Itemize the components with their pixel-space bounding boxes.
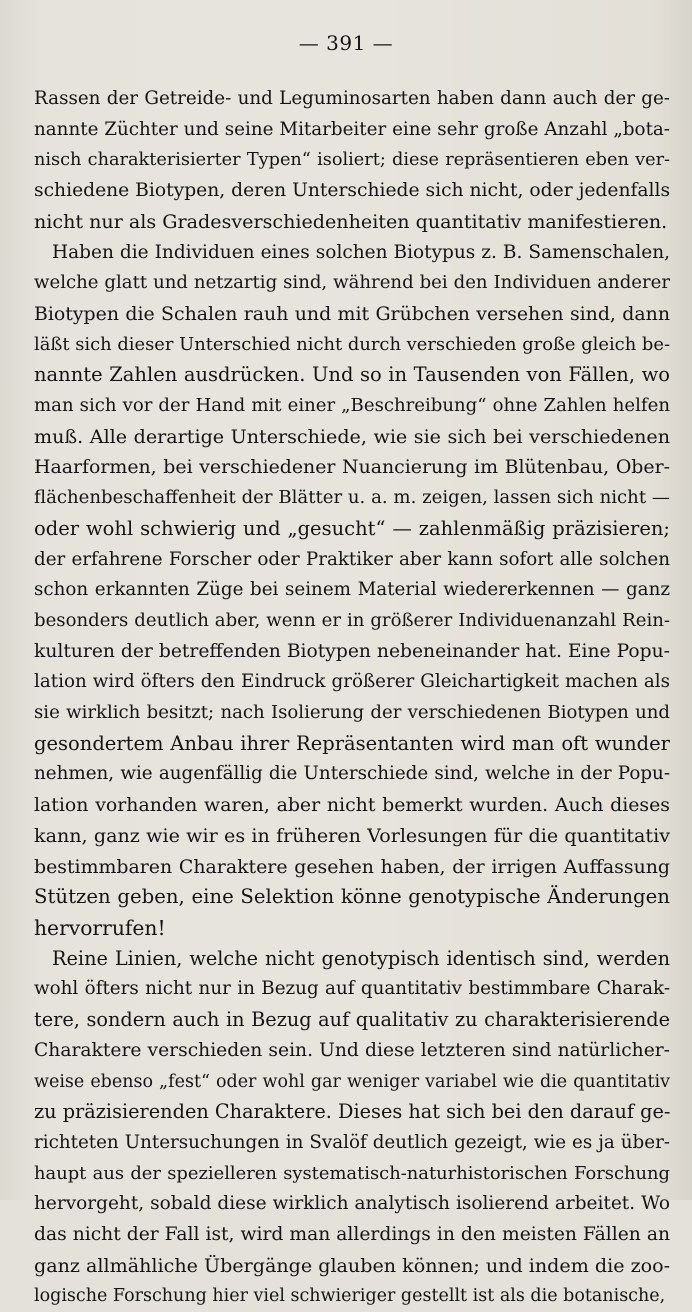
text-line: Haben die Individuen eines solchen Biotypus z. B. Samenschalen, bbox=[52, 241, 670, 263]
text-line: hervorrufen! bbox=[34, 915, 166, 940]
paragraph bbox=[34, 944, 670, 1312]
text-line: Stützen geben, eine Selektion könne genotypische Änderungen bbox=[34, 885, 670, 909]
text-line: bestimmbaren Charaktere gesehen haben, der irrigen Auffassung bbox=[34, 855, 670, 878]
text-line: schiedene Biotypen, deren Unterschiede sich nicht, oder jedenfalls bbox=[34, 180, 670, 202]
text-line: welche glatt und netzartig sind, während bei den Individuen anderer bbox=[34, 272, 670, 294]
paragraph bbox=[34, 84, 670, 238]
text-line: weise ebenso „fest“ oder wohl gar weniger variabel wie die quantitativ bbox=[34, 1071, 670, 1092]
text-line: haupt aus der spezielleren systematisch-naturhistorischen Forschung bbox=[34, 1162, 670, 1184]
text-line: sie wirklich besitzt; nach Isolierung der verschiedenen Biotypen und bbox=[34, 702, 670, 724]
text-line: tere, sondern auch in Bezug auf qualitativ zu charakterisierende bbox=[34, 1008, 670, 1032]
body-text bbox=[34, 84, 670, 1312]
text-line: Biotypen die Schalen rauh und mit Grübchen versehen sind, dann bbox=[34, 302, 670, 325]
text-line: kann, ganz wie wir es in früheren Vorlesungen für die quantitativ bbox=[34, 823, 670, 847]
text-line: besonders deutlich aber, wenn er in größerer Individuenanzahl Rein- bbox=[34, 609, 670, 631]
text-line: nehmen, wie augenfällig die Unterschiede sind, welche in der Popu- bbox=[34, 763, 670, 785]
text-line: Charaktere verschieden sein. Und diese letzteren sind natürlicher- bbox=[34, 1039, 670, 1061]
text-line: nicht nur als Gradesverschiedenheiten quantitativ manifestieren. bbox=[34, 209, 668, 233]
text-line: Haarformen, bei verschiedener Nuancierung im Blütenbau, Ober- bbox=[34, 456, 670, 479]
text-line: schon erkannten Züge bei seinem Material wiedererkennen — ganz bbox=[34, 579, 670, 601]
text-line: muß. Alle derartige Unterschiede, wie sie sich bei verschiedenen bbox=[34, 424, 670, 448]
text-line: das nicht der Fall ist, wird man allerdings in den meisten Fällen an bbox=[34, 1224, 670, 1246]
text-line: hervorgeht, sobald diese wirklich analytisch isolierend arbeitet. Wo bbox=[34, 1193, 670, 1215]
text-line: oder wohl schwierig und „gesucht“ — zahlenmäßig präzisieren; bbox=[34, 516, 670, 540]
text-line: lation vorhanden waren, aber nicht bemerkt wurden. Auch dieses bbox=[34, 794, 670, 817]
text-line: Reine Linien, welche nicht genotypisch identisch sind, werden bbox=[52, 946, 670, 970]
text-line: ganz allmähliche Übergänge glauben können; und indem die zoo- bbox=[34, 1253, 670, 1277]
page-number: — 391 — bbox=[298, 31, 394, 55]
text-line: logische Forschung hier viel schwieriger gestellt ist als die botanische, bbox=[34, 1286, 666, 1307]
text-line: nannte Zahlen ausdrücken. Und so in Tausenden von Fällen, wo bbox=[34, 363, 670, 387]
text-line: läßt sich dieser Unterschied nicht durch verschieden große gleich be- bbox=[34, 333, 670, 355]
text-line: nisch charakterisierter Typen“ isoliert; diese repräsentieren eben ver- bbox=[34, 150, 670, 171]
text-line: zu präzisierenden Charaktere. Dieses hat sich bei den darauf ge- bbox=[34, 1100, 670, 1124]
text-line: flächenbeschaffenheit der Blätter u. a. m. zeigen, lassen sich nicht — bbox=[34, 487, 670, 509]
text-line: kulturen der betreffenden Biotypen nebeneinander hat. Eine Popu- bbox=[34, 640, 670, 662]
text-line: richteten Untersuchungen in Svalöf deutlich gezeigt, wie es ja über- bbox=[34, 1131, 670, 1153]
text-line: lation wird öfters den Eindruck größerer Gleichartigkeit machen als bbox=[34, 671, 670, 693]
text-line: nannte Züchter und seine Mitarbeiter eine sehr große Anzahl „bota- bbox=[34, 118, 670, 140]
text-line: Rassen der Getreide- und Leguminosarten haben dann auch der ge- bbox=[34, 88, 670, 109]
text-line: wohl öfters nicht nur in Bezug auf quantitativ bestimmbare Charak- bbox=[34, 978, 670, 1000]
text-line: der erfahrene Forscher oder Praktiker aber kann sofort alle solchen bbox=[34, 548, 670, 570]
text-line: man sich vor der Hand mit einer „Beschreibung“ ohne Zahlen helfen bbox=[34, 395, 670, 417]
text-line: gesondertem Anbau ihrer Repräsentanten wird man oft wunder bbox=[34, 731, 670, 755]
paragraph bbox=[34, 238, 670, 944]
